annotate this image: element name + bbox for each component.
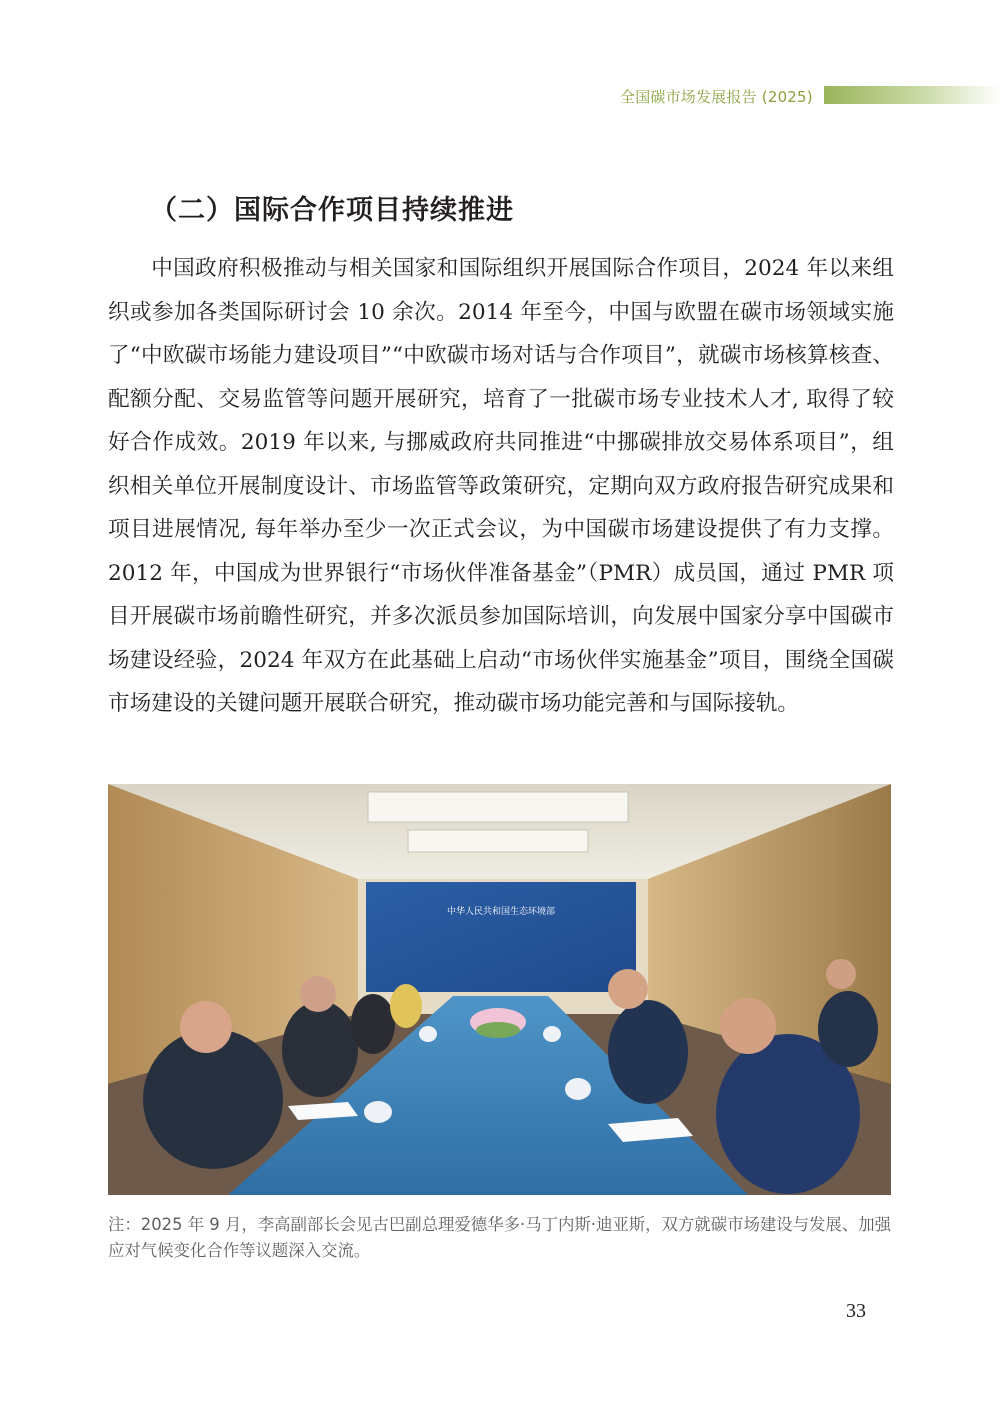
page-number: 33 — [846, 1300, 866, 1322]
meeting-photo — [108, 784, 891, 1195]
body-paragraph: 中国政府积极推动与相关国家和国际组织开展国际合作项目，2024 年以来组织或参加各类国际研讨会 10 余次。2014 年至今，中国与欧盟在碳市场领域实施了“中欧碳市场能力建设项目”“中欧碳市场对话与合作项目”，就碳市场核算核查、配额分配、交易监管等问题开展研究，培育了一批碳市场专业技术人才, 取得了较好合作成效。2019 年以来, 与挪威政府共同推进“中挪碳排放交易体系项目”，组织相关单位开展制度设计、市场监管等政策研究，定期向双方政府报告研究成果和项目进展情况, 每年举办至少一次正式会议，为中国碳市场建设提供了有力支撑。2012 年，中国成为世界银行“市场伙伴准备基金”（PMR）成员国，通过 PMR 项目开展碳市场前瞻性研究，并多次派员参加国际培训，向发展中国家分享中国碳市场建设经验，2024 年双方在此基础上启动“市场伙伴实施基金”项目，围绕全国碳市场建设的关键问题开展联合研究，推动碳市场功能完善和与国际接轨。 — [108, 256, 894, 716]
report-running-title: 全国碳市场发展报告 (2025) — [620, 88, 813, 106]
photo-caption: 注：2025 年 9 月，李高副部长会见古巴副总理爱德华多·马丁内斯·迪亚斯，双方就碳市场建设与发展、加强应对气候变化合作等议题深入交流。 — [108, 1215, 891, 1260]
backdrop-text: 中华人民共和国生态环境部 — [446, 907, 556, 917]
header-accent-bar — [824, 86, 1000, 104]
section-heading: （二）国际合作项目持续推进 — [150, 195, 514, 226]
